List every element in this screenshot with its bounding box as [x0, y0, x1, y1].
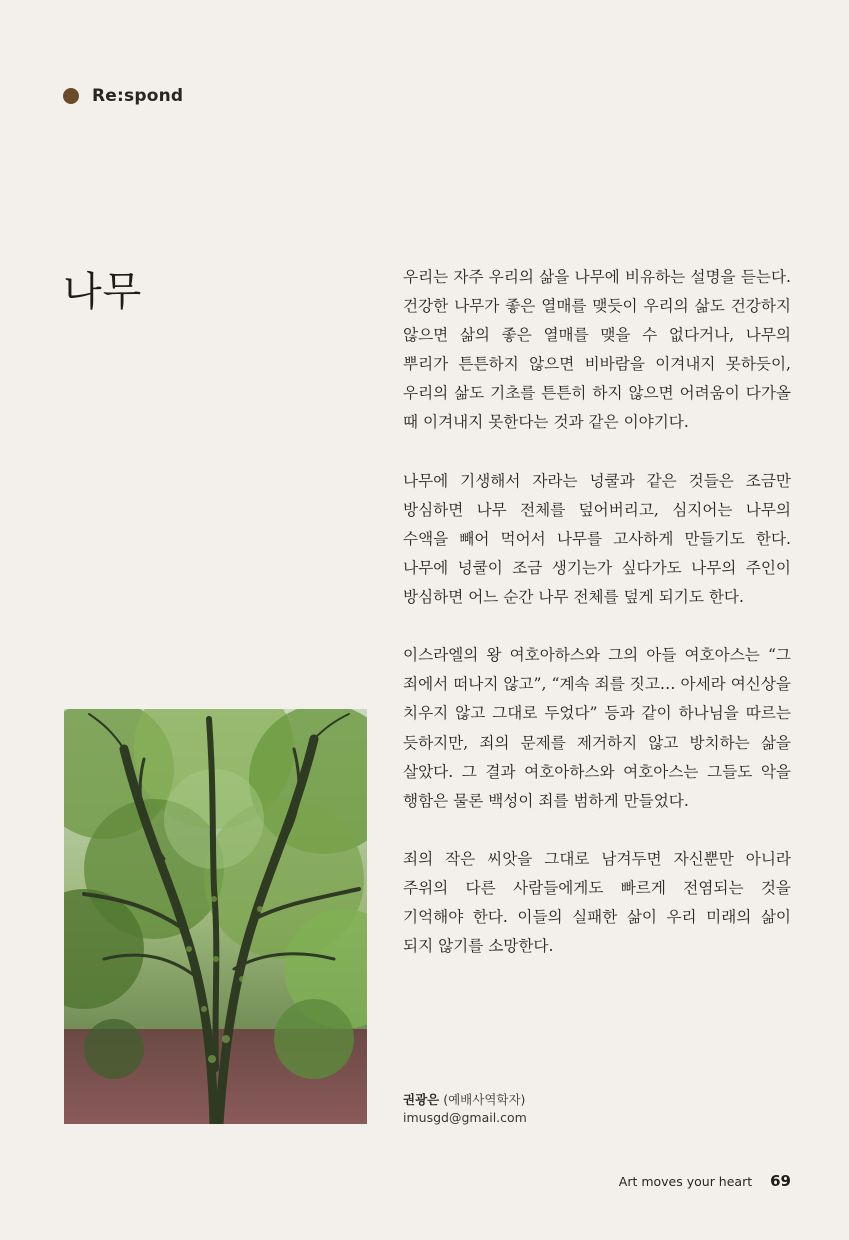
author-name: 권광은 [403, 1092, 440, 1107]
page-footer [619, 1172, 791, 1190]
article-title: 나무 [63, 269, 143, 315]
section-label: Re:spond [92, 86, 184, 106]
article-body [403, 263, 791, 990]
paragraph-2: 나무에 기생해서 자라는 넝쿨과 같은 것들은 조금만 방심하면 나무 전체를 덮어버리고, 심지어는 나무의 수액을 빼어 먹어서 나무를 고사하게 만들기도 한다. 나무에 넝쿨이 조금 생기는가 싶다가도 나무의 주인이 방심하면 어느 순간 나무 전체를 덮게 되기도 한다. [403, 471, 791, 607]
paragraph-4: 죄의 작은 씨앗을 그대로 남겨두면 자신뿐만 아니라 주위의 다른 사람들에게도 빠르게 전염되는 것을 기억해야 한다. 이들의 실패한 삶이 우리 미래의 삶이 되지 않기를 소망한다. [403, 849, 791, 956]
footer-tagline: Art moves your heart [618, 1174, 753, 1189]
author-info [403, 1091, 527, 1127]
author-role: (예배사역학자) [443, 1092, 526, 1107]
page-number: 69 [770, 1172, 791, 1190]
paragraph-1: 우리는 자주 우리의 삶을 나무에 비유하는 설명을 듣는다. 건강한 나무가 좋은 열매를 맺듯이 우리의 삶도 건강하지 않으면 삶의 좋은 열매를 맺을 수 없다거나, 나무의 뿌리가 튼튼하지 않으면 비바람을 이겨내지 못하듯이, 우리의 삶도 기초를 튼튼히 하지 않으면 어려움이 다가올 때 이겨내지 못한다는 것과 같은 이야기다. [403, 268, 791, 432]
section-tag [63, 86, 183, 106]
section-dot-icon [63, 88, 79, 104]
paragraph-3: 이스라엘의 왕 여호아하스와 그의 아들 여호아스는 “그 죄에서 떠나지 않고”, “계속 죄를 짓고… 아세라 여신상을 치우지 않고 그대로 두었다” 등과 같이 하나님을 따르는 듯하지만, 죄의 문제를 제거하지 않고 방치하는 삶을 살았다. 그 결과 여호아하스와 여호아스는 그들도 악을 행함은 물론 백성이 죄를 범하게 만들었다. [403, 646, 791, 810]
author-email: imusgd@gmail.com [403, 1110, 527, 1125]
tree-photo [64, 709, 367, 1124]
